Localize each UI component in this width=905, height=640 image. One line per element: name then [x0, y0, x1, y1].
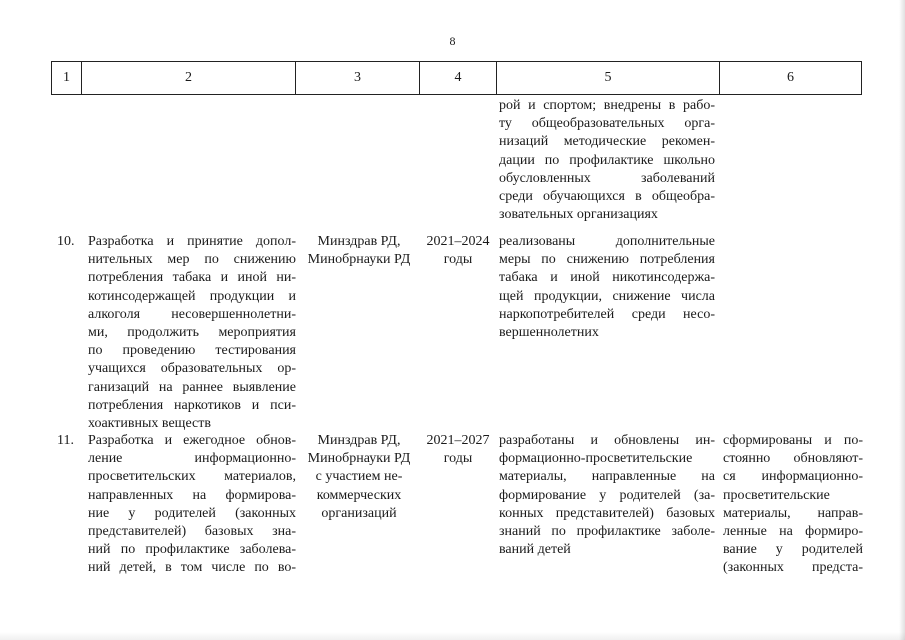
text-line: ленные на формиро-: [723, 524, 863, 540]
text-line: реализованы дополнительные: [499, 234, 715, 249]
text-line: конных представителей) базовых: [499, 505, 715, 521]
text-line: ми, продолжить мероприятия: [88, 325, 296, 341]
text-line: ся информационно-: [723, 469, 863, 485]
scan-edge-shadow: [899, 0, 905, 640]
text-line: рой и спортом; внедрены в рабо-: [499, 98, 715, 113]
text-line: Минобрнауки РД: [307, 252, 411, 268]
text-line: низаций методические рекомен-: [499, 134, 715, 150]
text-line: направленных на формирова-: [88, 487, 296, 503]
text-line: по проведению тестирования: [88, 343, 296, 359]
text-line: потребления наркотиков и пси-: [88, 397, 296, 413]
text-line: просветительские: [723, 487, 830, 503]
column-number: 4: [420, 62, 497, 95]
text-line: формирование у родителей (за-: [499, 487, 715, 503]
column-number: 5: [497, 62, 720, 95]
text-line: ту общеобразовательных орга-: [499, 116, 715, 132]
text-line: Разработка и принятие допол-: [88, 234, 296, 249]
column-number: 6: [720, 62, 862, 95]
measure-text: [88, 233, 296, 433]
text-line: формационно-просветительские: [499, 451, 693, 467]
measure-text: [88, 432, 296, 578]
text-line: нительных мер по снижению: [88, 252, 296, 268]
text-line: вание у родителей: [723, 542, 863, 558]
column-header-table: [51, 61, 862, 95]
text-line: разработаны и обновлены ин-: [499, 433, 715, 448]
period-text: [420, 233, 496, 269]
text-line: Разработка и ежегодное обнов-: [88, 433, 296, 448]
outcome-text: [723, 432, 863, 578]
text-line: материалы, направленные на: [499, 469, 715, 485]
text-line: материалы, направ-: [723, 505, 863, 521]
text-line: ний по профилактике заболева-: [88, 542, 296, 558]
period-text: [420, 432, 496, 468]
text-line: коммерческих: [316, 487, 402, 503]
text-line: годы: [443, 252, 473, 268]
text-line: Минобрнауки РД: [307, 451, 411, 467]
text-line: щей продукции, снижение числа: [499, 288, 715, 304]
text-line: вершеннолетних: [499, 325, 599, 341]
text-line: меры по снижению потребления: [499, 252, 715, 268]
text-line: дации по профилактике школьно: [499, 152, 715, 168]
text-line: 2021–2024: [426, 234, 490, 249]
text-line: табака и иной никотинсодержа-: [499, 270, 715, 286]
text-line: Минздрав РД,: [317, 433, 401, 448]
text-line: алкоголя несовершеннолетни-: [88, 306, 296, 322]
text-line: потребления табака и иной ни-: [88, 270, 296, 286]
text-line: стоянно обновляют-: [723, 451, 863, 467]
text-line: ление информационно-: [88, 451, 296, 467]
text-line: ние у родителей (законных: [88, 505, 296, 521]
text-line: зовательных организациях: [499, 207, 658, 223]
text-line: наркопотребителей среди несо-: [499, 306, 715, 322]
text-line: представителей) базовых зна-: [88, 524, 296, 540]
column-number-row: [52, 62, 862, 95]
page-number: 8: [449, 34, 456, 48]
text-line: сформированы и по-: [723, 433, 863, 448]
text-line: 2021–2027: [426, 433, 490, 448]
text-line: ний детей, в том числе по во-: [88, 560, 296, 576]
text-line: просветительских материалов,: [88, 469, 296, 485]
result-text: [499, 233, 715, 342]
column-number: 3: [296, 62, 420, 95]
text-line: организаций: [321, 505, 397, 521]
text-line: Минздрав РД,: [317, 234, 401, 249]
row-number: 10.: [57, 234, 75, 249]
executor-text: [298, 432, 420, 523]
result-text: [499, 432, 715, 559]
text-line: с участием не-: [315, 469, 403, 485]
text-line: годы: [443, 451, 473, 467]
text-line: учащихся образовательных ор-: [88, 361, 296, 377]
text-line: ваний детей: [499, 542, 571, 558]
row-number: 11.: [57, 433, 74, 448]
text-line: знаний по профилактике заболе-: [499, 524, 715, 540]
text-line: хоактивных веществ: [88, 416, 211, 432]
text-line: (законных предста-: [723, 560, 863, 576]
executor-text: [298, 233, 420, 269]
text-line: котинсодержащей продукции и: [88, 288, 296, 304]
text-line: ганизаций на раннее выявление: [88, 379, 296, 395]
text-line: обусловленных заболеваний: [499, 170, 715, 186]
column-number: 2: [82, 62, 296, 95]
column-number: 1: [52, 62, 82, 95]
scan-bottom-shadow: [0, 632, 905, 640]
text-line: среди обучающихся в общеобра-: [499, 189, 715, 205]
continuation-result-text: [499, 97, 715, 224]
